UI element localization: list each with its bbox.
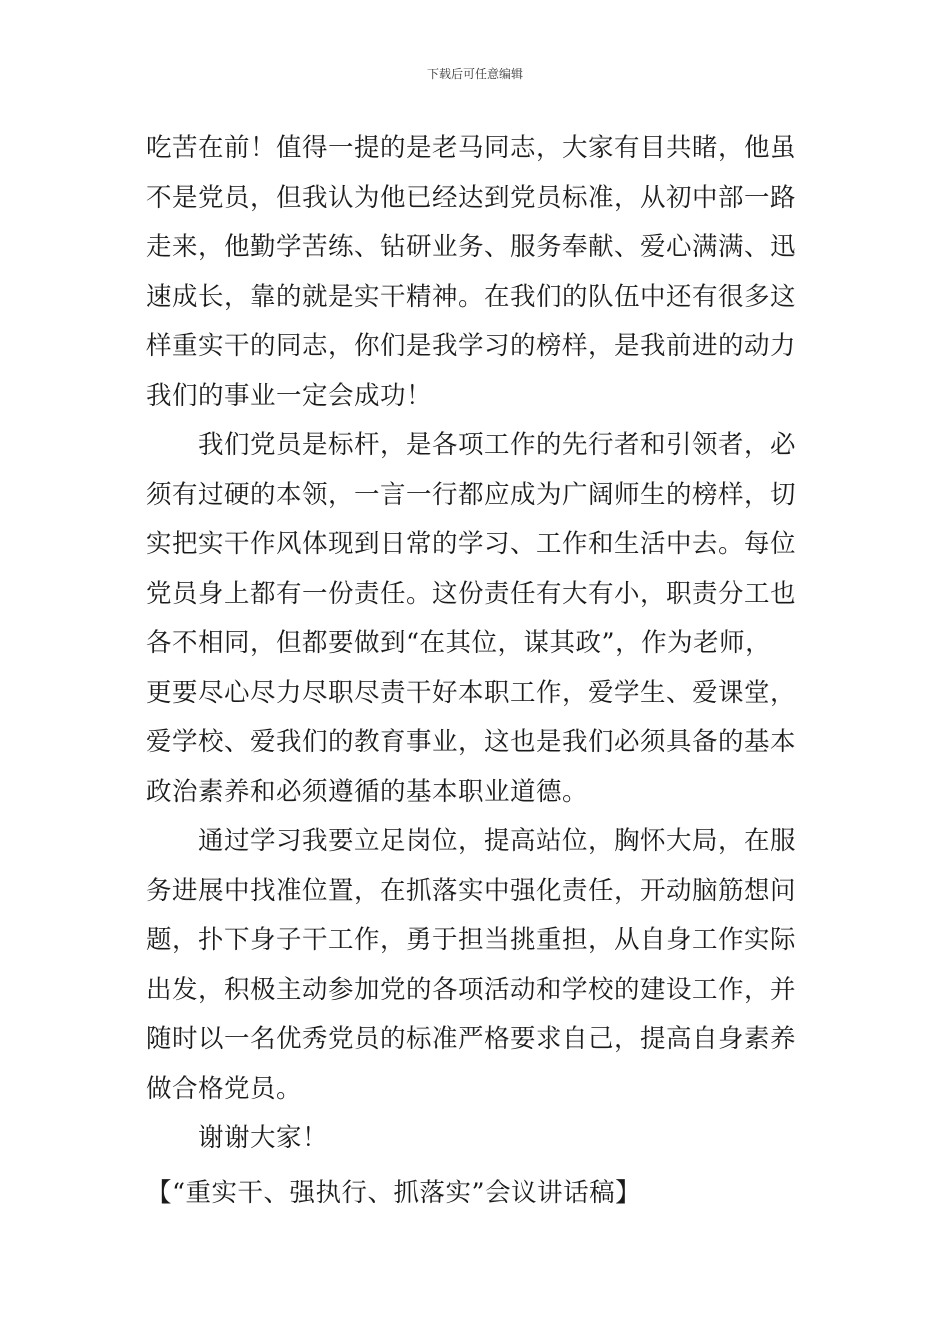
body-line: 走来，他勤学苦练、钻研业务、服务奉献、爱心满满、迅 <box>146 232 797 262</box>
body-line: 通过学习我要立足岗位，提高站位，胸怀大局，在服 <box>198 826 797 856</box>
body-line: 政治素养和必须遵循的基本职业道德。 <box>146 776 589 807</box>
body-line: 须有过硬的本领，一言一行都应成为广阔师生的榜样，切 <box>146 479 797 510</box>
body-line: 爱学校、爱我们的教育事业，这也是我们必须具备的基本 <box>146 727 797 757</box>
body-line: 实把实干作风体现到日常的学习、工作和生活中去。每位 <box>146 529 797 559</box>
body-line: 吃苦在前！值得一提的是老马同志，大家有目共睹，他虽 <box>146 133 797 163</box>
body-line: 我们的事业一定会成功！ <box>146 380 433 411</box>
body-line: 我们党员是标杆，是各项工作的先行者和引领者，必 <box>198 430 797 460</box>
closing-title: 【“重实干、强执行、抓落实”会议讲话稿】 <box>146 1178 642 1208</box>
body-line: 谢谢大家！ <box>198 1123 329 1153</box>
body-line: 随时以一名优秀党员的标准严格要求自己，提高自身素养 <box>146 1024 797 1054</box>
body-line: 党员身上都有一份责任。这份责任有大有小，职责分工也 <box>146 578 797 609</box>
body-line: 样重实干的同志，你们是我学习的榜样，是我前进的动力 <box>146 331 797 361</box>
body-line: 题，扑下身子干工作，勇于担当挑重担，从自身工作实际 <box>146 925 797 955</box>
body-line: 出发，积极主动参加党的各项活动和学校的建设工作，并 <box>146 974 797 1005</box>
page-header-note: 下载后可任意编辑 <box>426 67 523 81</box>
document-body <box>146 124 808 1164</box>
body-line: 做合格党员。 <box>146 1073 303 1104</box>
body-line: 不是党员，但我认为他已经达到党员标准，从初中部一路 <box>146 182 797 213</box>
body-line: 务进展中找准位置，在抓落实中强化责任，开动脑筋想问 <box>146 875 797 906</box>
body-line: 各不相同，但都要做到“在其位，谋其政”，作为老师， <box>146 628 772 658</box>
body-line: 更要尽心尽力尽职尽责干好本职工作，爱学生、爱课堂， <box>146 677 797 708</box>
body-line: 速成长，靠的就是实干精神。在我们的队伍中还有很多这 <box>146 281 797 312</box>
